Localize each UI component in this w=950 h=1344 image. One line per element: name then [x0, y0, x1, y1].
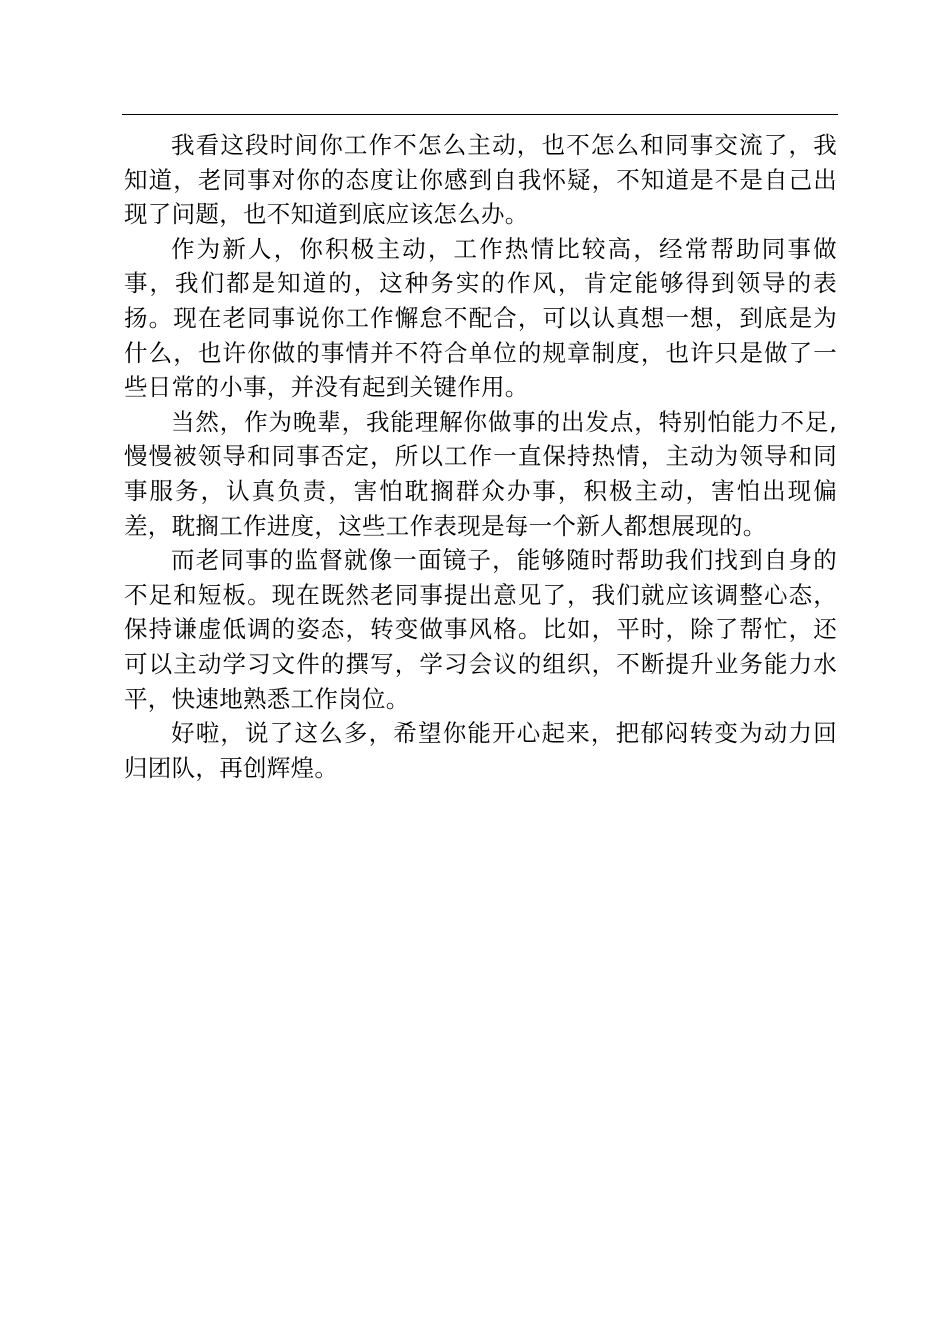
paragraph: 作为新人，你积极主动，工作热情比较高，经常帮助同事做事，我们都是知道的，这种务实的作风，肯定能够得到领导的表扬。现在老同事说你工作懈怠不配合，可以认真想一想，到底是为什么，也许你做的事情并不符合单位的规章制度，也许只是做了一些日常的小事，并没有起到关键作用。	[124, 234, 837, 402]
paragraph: 好啦，说了这么多，希望你能开心起来，把郁闷转变为动力回归团队，再创辉煌。	[124, 719, 837, 782]
paragraph: 当然，作为晚辈，我能理解你做事的出发点，特别怕能力不足,慢慢被领导和同事否定，所以工作一直保持热情，主动为领导和同事服务，认真负责，害怕耽搁群众办事，积极主动，害怕出现偏差，耽搁工作进度，这些工作表现是每一个新人都想展现的。	[124, 407, 837, 540]
paragraph: 而老同事的监督就像一面镜子，能够随时帮助我们找到自身的不足和短板。现在既然老同事提出意见了，我们就应该调整心态，保持谦虚低调的姿态，转变做事风格。比如，平时，除了帮忙，还可以主动学习文件的撰写，学习会议的组织，不断提升业务能力水平，快速地熟悉工作岗位。	[124, 546, 837, 713]
paragraph: 我看这段时间你工作不怎么主动，也不怎么和同事交流了，我知道，老同事对你的态度让你感到自我怀疑，不知道是不是自己出现了问题，也不知道到底应该怎么办。	[124, 131, 837, 229]
header-divider	[122, 114, 838, 115]
document-body	[124, 128, 837, 785]
